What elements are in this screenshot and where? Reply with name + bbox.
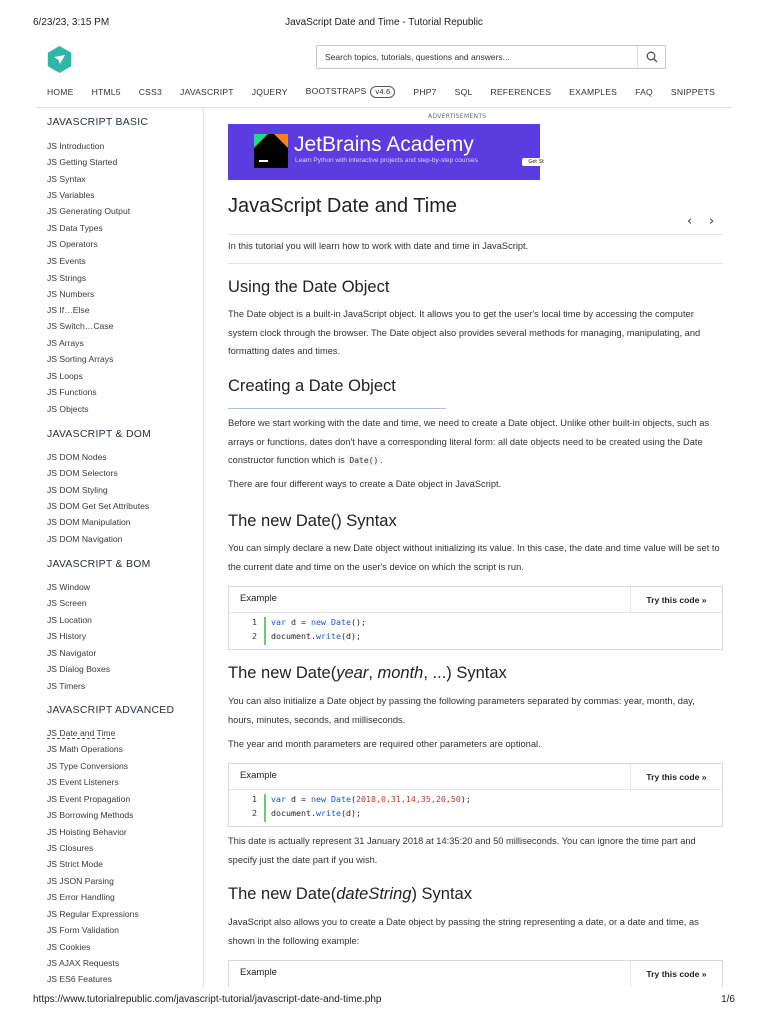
sidebar-item[interactable]: JS Math Operations [47, 744, 123, 754]
section-paragraph: JavaScript also allows you to create a Date object by passing the string representing a date, or a date and time, as shown in the following example: [228, 917, 699, 946]
sidebar-item[interactable]: JS Cookies [47, 942, 91, 952]
nav-php7[interactable]: PHP7 [413, 87, 437, 97]
nav-css3[interactable]: CSS3 [138, 87, 163, 97]
heading-text: , ...) Syntax [423, 664, 507, 682]
sidebar-item[interactable]: JS DOM Nodes [47, 452, 107, 462]
sidebar-item[interactable]: JS Location [47, 615, 92, 625]
print-header [33, 17, 735, 31]
nav-references[interactable]: REFERENCES [490, 87, 552, 97]
sidebar-item[interactable]: JS Getting Started [47, 157, 118, 167]
sidebar-item[interactable]: JS Events [47, 256, 86, 266]
nav-html5[interactable]: HTML5 [91, 87, 121, 97]
section-paragraph: The year and month parameters are required other parameters are optional. [228, 739, 541, 749]
line-number: 1 [252, 617, 257, 627]
section-heading: Creating a Date Object [228, 377, 396, 395]
jetbrains-logo-icon [254, 134, 288, 168]
inline-code: Date() [349, 456, 379, 465]
sidebar-item[interactable]: JS Hoisting Behavior [47, 827, 127, 837]
heading-text: The new Date( [228, 885, 337, 903]
line-number: 2 [252, 808, 257, 818]
sidebar-item[interactable]: JS Data Types [47, 223, 103, 233]
print-title: JavaScript Date and Time - Tutorial Republic [285, 17, 483, 28]
section-heading [228, 664, 507, 683]
logo-icon [46, 46, 73, 73]
sidebar-item[interactable]: JS DOM Navigation [47, 534, 123, 544]
line-number: 2 [252, 631, 257, 641]
sidebar-item[interactable]: JS Loops [47, 371, 83, 381]
sidebar-item[interactable]: JS Window [47, 582, 90, 592]
sidebar-item[interactable]: JS Event Propagation [47, 794, 131, 804]
sidebar-item[interactable]: JS Syntax [47, 174, 86, 184]
search-input[interactable] [317, 46, 637, 68]
code-args: 2018,0,31,14,35,20,50 [355, 794, 461, 804]
example-title: Example [240, 593, 277, 604]
ad-banner[interactable] [228, 124, 544, 180]
line-number: 1 [252, 794, 257, 804]
sidebar-item[interactable]: JS If…Else [47, 305, 90, 315]
code-example [228, 960, 723, 987]
sidebar-item-active[interactable]: JS Date and Time [47, 728, 116, 738]
example-title: Example [240, 967, 277, 978]
paragraph-text: Before we start working with the date and time, we need to create a Date object. Unlike other built-in objects, such as arrays or functions, dates don't have a corresponding literal form: all date objects need to be created using the Date constructor function which is [228, 418, 710, 465]
section-paragraph: This date is actually represent 31 January 2018 at 14:35:20 and 50 milliseconds. You can ignore the time part and specify just the date part if you wish. [228, 836, 696, 865]
code-line: 1 var d = new Date(2018,0,31,14,35,20,50); [229, 794, 722, 808]
heading-text: The new Date( [228, 664, 337, 682]
section-heading: The new Date() Syntax [228, 512, 397, 530]
example-title: Example [240, 770, 277, 781]
code-line: 2 document.write(d); [229, 808, 722, 822]
sidebar-item[interactable]: JS DOM Styling [47, 485, 108, 495]
sidebar-item[interactable]: JS Navigator [47, 648, 97, 658]
nav-jquery[interactable]: JQUERY [251, 87, 288, 97]
sidebar-item[interactable]: JS Type Conversions [47, 761, 129, 771]
heading-param-month: month [377, 664, 424, 682]
site-logo[interactable] [46, 46, 73, 73]
sidebar-item[interactable]: JS Borrowing Methods [47, 810, 134, 820]
sidebar-item[interactable]: JS Numbers [47, 289, 95, 299]
sidebar-item[interactable]: JS Closures [47, 843, 94, 853]
section-paragraph: The Date object is a built-in JavaScript object. It allows you to get the user's local time by accessing the computer system clock through the browser. The Date object also provides several methods for managing, manipulating, and formatting dates and times. [228, 309, 701, 356]
sidebar-item[interactable]: JS Timers [47, 681, 86, 691]
sidebar-item[interactable]: JS JSON Parsing [47, 876, 114, 886]
chevron-right-icon[interactable]: › [709, 214, 715, 229]
print-datetime: 6/23/23, 3:15 PM [33, 17, 110, 28]
code-line: 1 var d = new Date(); [229, 617, 722, 631]
heading-underline [228, 408, 446, 409]
paragraph-end: . [380, 455, 383, 465]
sidebar-section-title: JAVASCRIPT ADVANCED [47, 705, 175, 716]
sidebar-item[interactable]: JS Operators [47, 239, 98, 249]
sidebar-item[interactable]: JS Switch…Case [47, 321, 114, 331]
sidebar-item[interactable]: JS Strings [47, 273, 87, 283]
ad-subtitle: Learn Python with interactive projects and step-by-step courses [295, 157, 478, 164]
sidebar-item[interactable]: JS Error Handling [47, 892, 115, 902]
chevron-left-icon[interactable]: ‹ [687, 214, 693, 229]
nav-bootstraps-label: BOOTSTRAPS [305, 86, 367, 96]
section-paragraph: You can simply declare a new Date object without initializing its value. In this case, the date and time value will be set to the current date and time on the user's device on which the script is run. [228, 543, 720, 572]
sidebar-item[interactable]: JS Event Listeners [47, 777, 119, 787]
nav-javascript[interactable]: JAVASCRIPT [180, 87, 234, 97]
sidebar-section-title: JAVASCRIPT BASIC [47, 117, 149, 128]
heading-param-datestring: dateString [336, 885, 412, 903]
code-line: 2 document.write(d); [229, 631, 722, 645]
sidebar-item[interactable]: JS Regular Expressions [47, 909, 139, 919]
search-button[interactable] [637, 46, 665, 68]
intro-divider [228, 263, 723, 264]
sidebar-section-title: JAVASCRIPT & DOM [47, 429, 152, 440]
sidebar-section-title: JAVASCRIPT & BOM [47, 559, 151, 570]
title-divider [228, 234, 723, 235]
section-paragraph: You can also initialize a Date object by passing the following parameters separated by commas: year, month, day, hours, minutes, seconds, and milliseconds. [228, 696, 695, 725]
print-footer [33, 994, 735, 1008]
nav-sql[interactable]: SQL [454, 87, 473, 97]
page-title: JavaScript Date and Time [228, 195, 457, 217]
sidebar-item[interactable]: JS Variables [47, 190, 95, 200]
print-page-number: 1/6 [721, 994, 735, 1005]
prev-next-nav [683, 214, 723, 230]
nav-examples[interactable]: EXAMPLES [569, 87, 618, 97]
code-example [228, 763, 723, 827]
section-paragraph [228, 414, 723, 471]
print-url: https://www.tutorialrepublic.com/javascript-tutorial/javascript-date-and-time.php [33, 994, 382, 1005]
sidebar-item[interactable]: JS Objects [47, 404, 89, 414]
ad-title: JetBrains Academy [294, 133, 474, 156]
intro-text: In this tutorial you will learn how to work with date and time in JavaScript. [228, 241, 529, 251]
try-code-button[interactable]: Try this code » [630, 587, 722, 613]
sidebar-item[interactable]: JS DOM Selectors [47, 468, 118, 478]
sidebar-item[interactable]: JS Form Validation [47, 925, 119, 935]
example-header [229, 587, 722, 613]
example-header [229, 764, 722, 790]
heading-param-year: year [336, 664, 369, 682]
sidebar-item[interactable]: JS DOM Get Set Attributes [47, 501, 150, 511]
sidebar-item[interactable]: JS Strict Mode [47, 859, 103, 869]
code-block [229, 790, 722, 826]
heading-text: ) Syntax [411, 885, 472, 903]
try-code-button[interactable]: Try this code » [630, 961, 722, 987]
search-icon [646, 51, 658, 63]
search-box [316, 45, 666, 69]
sidebar-item[interactable]: JS History [47, 631, 87, 641]
heading-text: , [368, 664, 378, 682]
sidebar [36, 108, 204, 988]
nav-snippets[interactable]: SNIPPETS [670, 87, 716, 97]
sidebar-item[interactable]: JS Introduction [47, 141, 105, 151]
try-code-button[interactable]: Try this code » [630, 764, 722, 790]
section-paragraph: There are four different ways to create a Date object in JavaScript. [228, 479, 502, 489]
sidebar-item[interactable]: JS Generating Output [47, 206, 131, 216]
nav-home[interactable]: HOME [47, 87, 74, 97]
sidebar-item[interactable]: JS Sorting Arrays [47, 354, 114, 364]
top-nav [47, 83, 732, 101]
sidebar-item[interactable]: JS AJAX Requests [47, 958, 120, 968]
version-badge: v4.6 [370, 86, 395, 98]
sidebar-item[interactable]: JS DOM Manipulation [47, 517, 131, 527]
sidebar-item[interactable]: JS Dialog Boxes [47, 664, 111, 674]
section-heading [228, 885, 472, 904]
nav-faq[interactable]: FAQ [635, 87, 653, 97]
code-block [229, 613, 722, 649]
nav-bootstraps[interactable] [306, 86, 396, 98]
ad-cta-button[interactable]: Get St [522, 158, 550, 166]
sidebar-item[interactable]: JS ES6 Features [47, 974, 112, 984]
sidebar-item[interactable]: JS Functions [47, 387, 97, 397]
section-heading: Using the Date Object [228, 278, 390, 296]
example-header [229, 961, 722, 987]
ad-label: ADVERTISEMENTS [428, 113, 487, 120]
sidebar-item[interactable]: JS Arrays [47, 338, 84, 348]
sidebar-item[interactable]: JS Screen [47, 598, 87, 608]
code-example [228, 586, 723, 650]
